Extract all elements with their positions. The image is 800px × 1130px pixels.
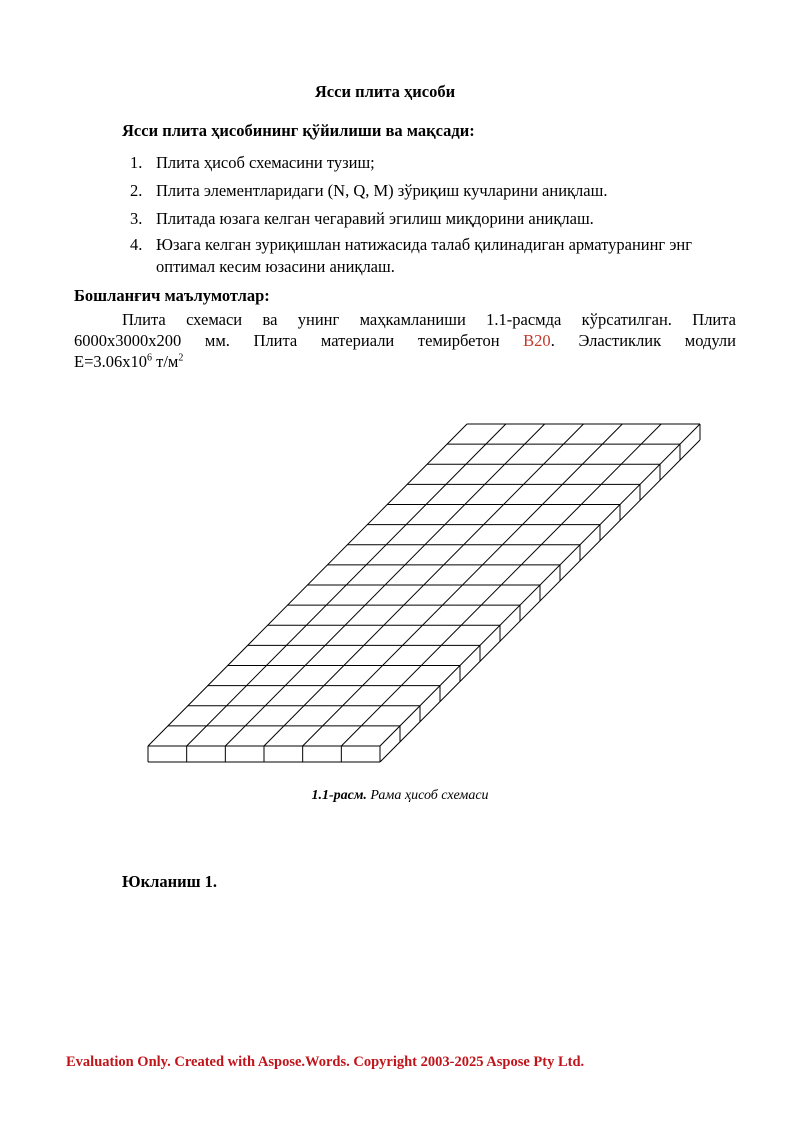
initial-data-heading: Бошланғич маълумотлар: — [74, 286, 270, 305]
unit-exponent: 2 — [178, 352, 184, 364]
modulus-exponent: 6 — [147, 352, 153, 364]
list-number: 4. — [130, 235, 143, 254]
section-subtitle: Ясси плита ҳисобининг қўйилиши ва мақсади: — [122, 121, 475, 140]
paragraph-line: Плита схемаси ва унинг маҳкамланиши 1.1-расмда кўрсатилган. Плита — [122, 310, 736, 329]
load-heading: Юкланиш 1. — [122, 872, 218, 891]
list-number: 1. — [130, 153, 143, 172]
modulus-unit: т/м — [152, 352, 179, 371]
paragraph-text: 6000х3000х200 мм. Плита материали темирбетон — [74, 331, 524, 350]
list-text: Плита элементларидаги (N, Q, M) зўриқиш кучларини аниқлаш. — [156, 181, 608, 200]
list-number: 2. — [130, 181, 143, 200]
caption-text: Рама ҳисоб схемаси — [366, 788, 489, 803]
material-grade: В20 — [523, 331, 551, 350]
list-text: Юзага келган зуриқишлан натижасида талаб қилинадиган арматуранинг энг оптимал кесим юзасини аниқлаш. — [156, 235, 693, 276]
page-title: Ясси плита ҳисоби — [314, 82, 456, 101]
list-number: 3. — [130, 209, 143, 228]
caption-label: 1.1-расм. — [311, 788, 367, 803]
evaluation-watermark: Evaluation Only. Created with Aspose.Words. Copyright 2003-2025 Aspose Pty Ltd. — [66, 1054, 585, 1070]
modulus-prefix: Е=3.06х10 — [74, 352, 148, 371]
list-text: Плитада юзага келган чегаравий эгилиш миқдорини аниқлаш. — [156, 209, 594, 228]
list-text: Плита ҳисоб схемасини тузиш; — [156, 153, 375, 172]
paragraph-text: . Эластиклик модули — [550, 331, 736, 350]
figure-caption — [0, 788, 800, 804]
